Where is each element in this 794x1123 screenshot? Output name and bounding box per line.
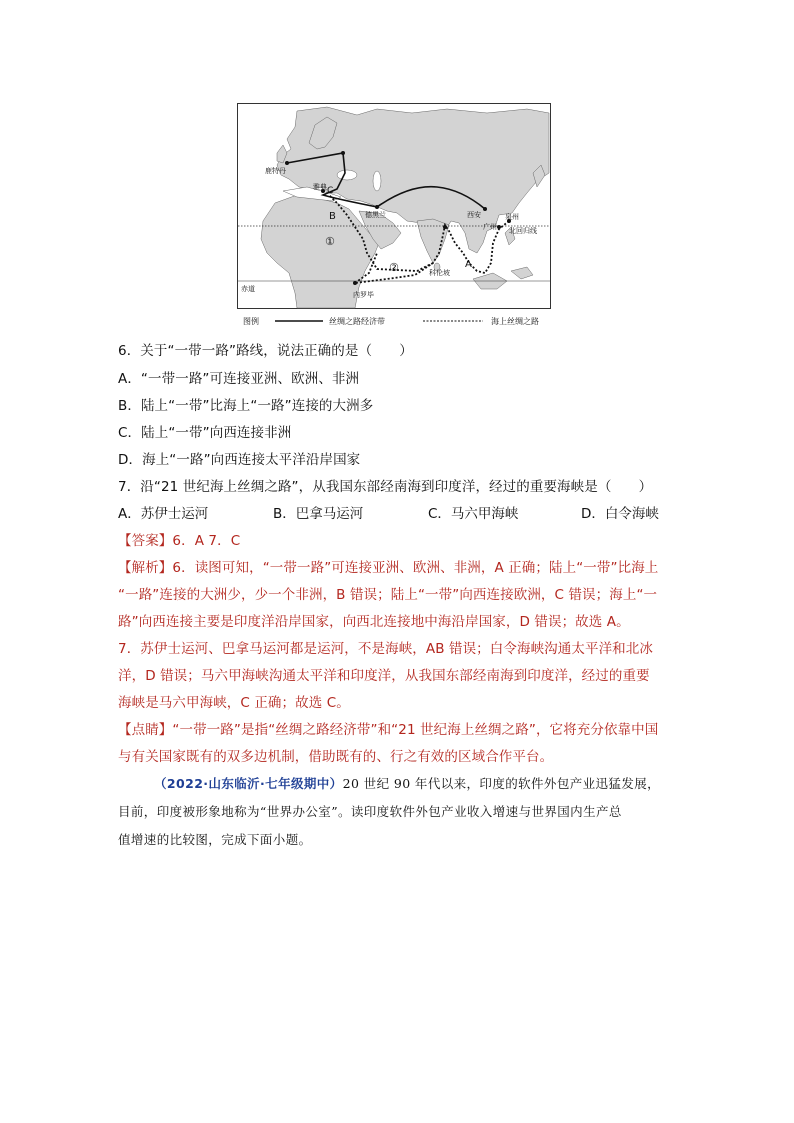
q7-stem: 7．沿“21 世纪海上丝绸之路”，从我国东部经南海到印度洋，经过的重要海峡是（ ） (118, 479, 653, 495)
answer-text: 6．A 7．C (172, 533, 241, 549)
label-b: B (329, 211, 336, 222)
label-equator: 赤道 (241, 285, 255, 293)
next-intro-source: （2022·山东临沂·七年级期中） (154, 776, 343, 791)
label-rotterdam: 鹿特丹 (265, 167, 286, 175)
answer-line (118, 532, 240, 550)
q6-option-a: A．“一带一路”可连接亚洲、欧洲、非洲 (118, 371, 360, 387)
q7-option-c: C．马六甲海峡 (428, 506, 519, 522)
label-nairobi: 内罗毕 (353, 291, 374, 299)
q6-stem: 6．关于“一带一路”路线，说法正确的是（ ） (118, 343, 413, 359)
analysis-text-1: 6．读图可知，“一带一路”可连接亚洲、欧洲、非洲，A 正确；陆上“一带”比海上 (172, 560, 659, 576)
label-tehran: 德黑兰 (365, 211, 386, 219)
q7-option-b: B．巴拿马运河 (273, 506, 364, 522)
label-venice: 雅典 (313, 183, 327, 191)
label-tropic: 北回归线 (509, 227, 537, 235)
next-intro-line-3: 值增速的比较图，完成下面小题。 (118, 832, 312, 847)
answer-tag: 【答案】 (118, 533, 173, 549)
label-region2: ② (389, 261, 399, 274)
analysis-line-6: 海峡是马六甲海峡，C 正确；故选 C。 (118, 695, 350, 711)
label-a: A (465, 259, 472, 270)
q7-option-d: D．白令海峡 (581, 506, 659, 522)
comment-text-1: “一带一路”是指“丝绸之路经济带”和“21 世纪海上丝绸之路”，它将充分依靠中国 (172, 722, 659, 738)
label-guangzhou: 广州 (483, 223, 497, 231)
label-colombo: 科伦坡 (429, 269, 450, 277)
legend-sea-route: 海上丝绸之路 (491, 317, 539, 326)
comment-line-2: 与有关国家既有的双多边机制，借助既有的、行之有效的区域合作平台。 (118, 749, 554, 765)
legend-title: 图例 (243, 317, 259, 326)
label-c: C (327, 186, 334, 196)
q6-option-c: C．陆上“一带”向西连接非洲 (118, 425, 292, 441)
label-xian: 西安 (467, 211, 481, 219)
legend-land-route: 丝绸之路经济带 (329, 317, 385, 326)
q6-option-b: B．陆上“一带”比海上“一路”连接的大洲多 (118, 398, 374, 414)
analysis-line-3: 路”向西连接主要是印度洋沿岸国家，向西北连接地中海沿岸国家，D 错误；故选 A。 (118, 614, 630, 630)
analysis-tag: 【解析】 (118, 560, 173, 576)
next-intro-line-2: 目前，印度被形象地称为“世界办公室”。读印度软件外包产业收入增速与世界国内生产总 (118, 804, 622, 819)
label-region1: ① (325, 235, 335, 248)
analysis-line-1 (118, 559, 658, 577)
comment-tag: 【点睛】 (118, 722, 173, 738)
analysis-line-5: 洋，D 错误；马六甲海峡沟通太平洋和印度洋，从我国东部经南海到印度洋，经过的重要 (118, 668, 650, 684)
next-intro-paragraph (118, 770, 678, 798)
q7-option-a: A．苏伊士运河 (118, 506, 209, 522)
analysis-line-4: 7．苏伊士运河、巴拿马运河都是运河，不是海峡，AB 错误；白令海峡沟通太平洋和北冰 (118, 641, 653, 657)
next-intro-text-1: 20 世纪 90 年代以来，印度的软件外包产业迅猛发展， (342, 776, 661, 791)
q6-option-d: D．海上“一路”向西连接太平洋沿岸国家 (118, 452, 361, 468)
label-quanzhou: 泉州 (505, 213, 519, 221)
silk-road-map (237, 103, 552, 330)
analysis-line-2: “一路”连接的大洲少，少一个非洲，B 错误；陆上“一带”向西连接欧洲，C 错误；海上“一 (118, 587, 658, 603)
comment-line-1 (118, 721, 658, 739)
